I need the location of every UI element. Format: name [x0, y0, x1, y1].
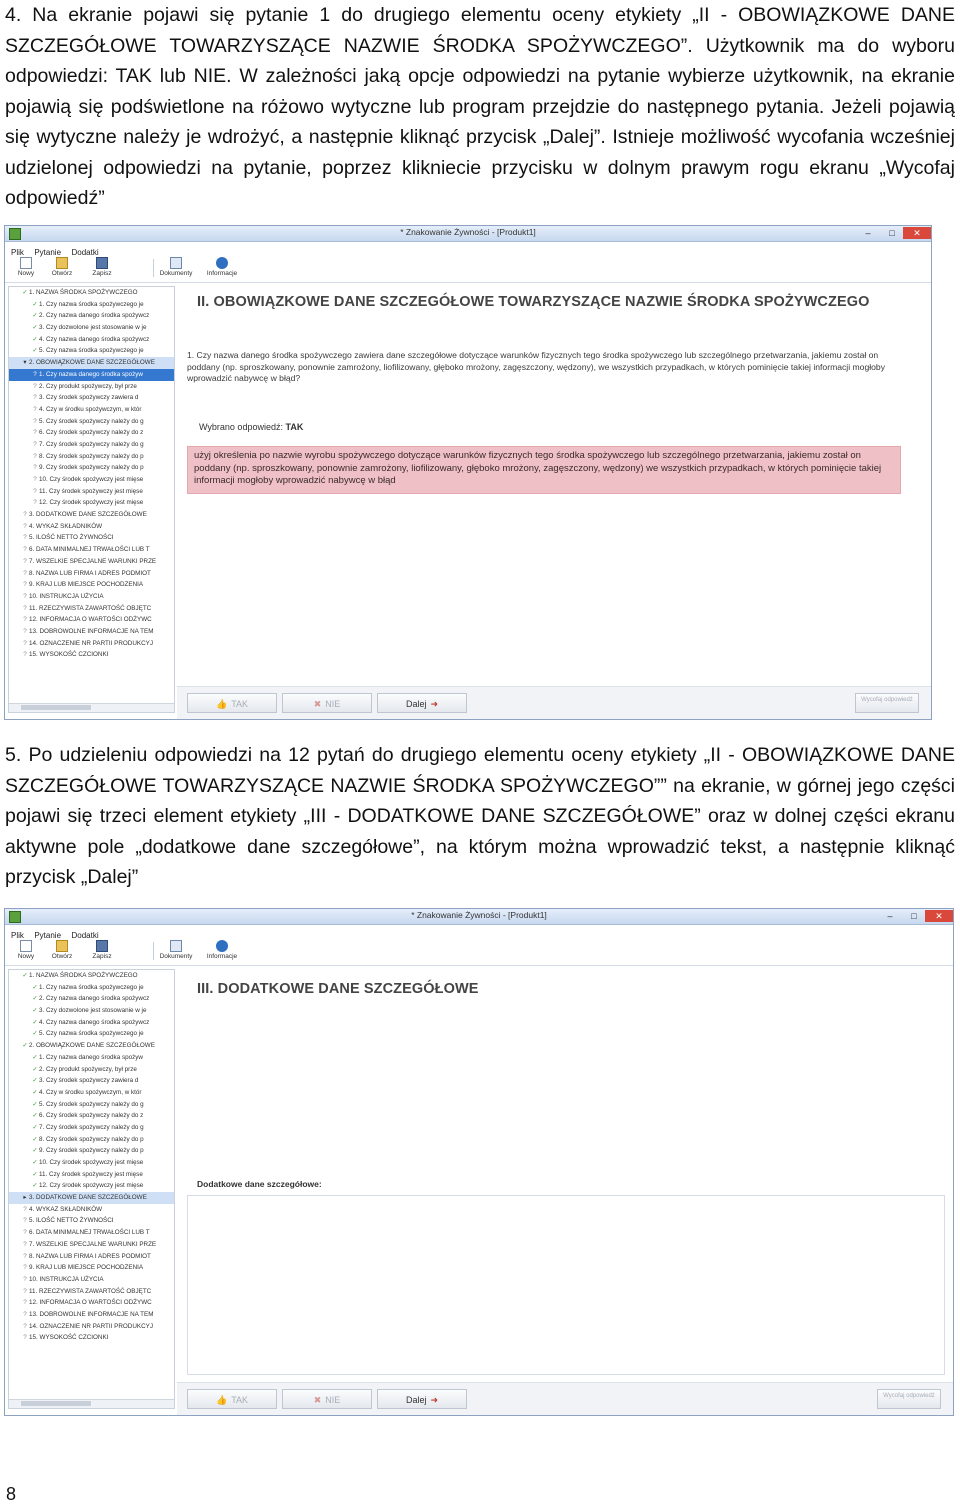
tree-item[interactable]: [9, 1087, 174, 1099]
tree-item-label: 15. WYSOKOŚĆ CZCIONKI: [29, 1334, 109, 1342]
tree-item[interactable]: [9, 451, 174, 463]
scroll-thumb[interactable]: [21, 705, 91, 710]
question-icon: ?: [23, 1322, 27, 1330]
details-label: Dodatkowe dane szczegółowe:: [197, 1179, 322, 1189]
section-heading: III. DODATKOWE DANE SZCZEGÓŁOWE: [197, 981, 479, 997]
question-icon: ?: [23, 522, 27, 530]
tree-item[interactable]: [9, 369, 174, 381]
check-icon: ✓: [32, 347, 38, 355]
tree-item[interactable]: [9, 345, 174, 357]
check-icon: ✓: [22, 972, 28, 979]
tree-item-label: 12. Czy środek spożywczy jest mięse: [39, 499, 144, 507]
check-icon: ✓: [22, 1042, 28, 1050]
tree-item[interactable]: [9, 1274, 174, 1286]
tree-item-label: 6. Czy środek spożywczy należy do z: [39, 429, 144, 437]
tree-item[interactable]: [9, 1262, 174, 1274]
question-icon: ?: [23, 651, 27, 659]
check-icon: ✓: [32, 983, 38, 991]
new-document-icon: [20, 940, 32, 952]
tree-item[interactable]: [9, 1040, 174, 1052]
tree-item-label: 7. Czy środek spożywczy należy do g: [39, 1123, 144, 1131]
tree-item-label: 2. Czy nazwa danego środka spożywcz: [39, 312, 150, 320]
check-icon: ✓: [32, 995, 38, 1003]
menu-bar: [5, 242, 931, 257]
documents-button[interactable]: Dokumenty: [159, 254, 193, 282]
tree-item-label: 12. Czy środek spożywczy jest mięse: [39, 1182, 144, 1190]
maximize-button[interactable]: □: [889, 228, 895, 238]
tree-item[interactable]: [9, 497, 174, 509]
check-icon: ✓: [32, 300, 38, 308]
tree-item[interactable]: [9, 1239, 174, 1251]
new-button[interactable]: Nowy: [9, 254, 43, 282]
tree-item-label: 9. KRAJ LUB MIEJSCE POCHODZENIA: [29, 1264, 144, 1272]
tree-item[interactable]: [9, 1110, 174, 1122]
tree-item[interactable]: [9, 579, 174, 591]
no-button[interactable]: ✖ NIE: [282, 1389, 372, 1409]
tree-item-label: 3. Czy dozwolone jest stosowanie w je: [39, 1007, 147, 1015]
yes-button[interactable]: 👍 TAK: [187, 693, 277, 713]
thumb-up-icon: 👍: [215, 699, 228, 709]
menu-dodatki[interactable]: Dodatki: [71, 931, 99, 940]
minimize-button[interactable]: –: [887, 911, 893, 921]
check-icon: ✓: [32, 1077, 38, 1085]
tree-item-label: 2. OBOWIĄZKOWE DANE SZCZEGÓŁOWE: [29, 1042, 155, 1050]
tree-item-label: 13. DOBROWOLNE INFORMACJE NA TEM: [29, 1310, 154, 1318]
question-icon: ?: [23, 639, 27, 647]
question-icon: ?: [33, 405, 37, 413]
tree-item-label: 9. Czy środek spożywczy należy do p: [39, 1147, 144, 1155]
toolbar-separator: [153, 942, 154, 960]
tree-item[interactable]: [9, 970, 174, 982]
app-window-details-screen: [4, 908, 954, 1416]
check-icon: ✓: [22, 289, 28, 296]
tree-item-label: 5. Czy nazwa środka spożywczego je: [39, 1030, 144, 1038]
question-icon: ?: [23, 511, 27, 519]
toolbar-separator: [153, 259, 154, 277]
tree-item[interactable]: [9, 392, 174, 404]
app-window-question-screen: [4, 225, 932, 720]
tree-item[interactable]: [9, 1157, 174, 1169]
question-tree[interactable]: [8, 969, 175, 1409]
tree-item-label: 4. WYKAZ SKŁADNIKÓW: [29, 522, 103, 530]
folder-icon: [56, 940, 68, 952]
info-icon: [216, 940, 228, 952]
tree-item-label: 11. RZECZYWISTA ZAWARTOŚĆ OBJĘTC: [29, 1287, 152, 1295]
tree-item-label: 7. WSZELKIE SPECJALNE WARUNKI PRZE: [29, 557, 157, 565]
check-icon: ✓: [32, 1170, 38, 1178]
undo-answer-button[interactable]: Wycofaj odpowiedź: [855, 693, 919, 713]
tree-item-label: 5. Czy nazwa środka spożywczego je: [39, 347, 144, 355]
tree-item-label: 2. Czy nazwa danego środka spożywcz: [39, 995, 150, 1003]
question-icon: ?: [33, 476, 37, 483]
tree-item-label: 3. Czy środek spożywczy zawiera d: [39, 394, 139, 402]
tree-item[interactable]: [9, 1321, 174, 1333]
question-icon: ?: [33, 464, 37, 472]
guideline-box: użyj określenia po nazwie wyrobu spożywczego dotyczące warunków fizycznych tego środka spożywczego lub szczególnego przetwarzania, jakiemu został on poddany (np. sproszkowany, ponownie zamrożony, liofilizowany, głęboko mrożony, zagęszczony, wędzony) we wszystkich przypadkach, w których pominięcie takiej informacji mogłoby wprowadzić nabywcę w błąd: [187, 446, 901, 494]
question-icon: ?: [23, 546, 27, 554]
check-icon: ✓: [32, 1100, 38, 1108]
tree-item[interactable]: [9, 1227, 174, 1239]
tree-item-label: 1. Czy nazwa danego środka spożyw: [39, 1053, 143, 1061]
main-panel: [177, 967, 953, 1415]
tree-item-label: 5. ILOŚĆ NETTO ŻYWNOŚCI: [29, 534, 114, 542]
tree-item-label: 15. WYSOKOŚĆ CZCIONKI: [29, 651, 109, 659]
tree-item[interactable]: [9, 474, 174, 486]
question-icon: ?: [23, 592, 27, 600]
question-icon: ?: [23, 569, 27, 577]
tree-item[interactable]: [9, 1064, 174, 1076]
check-icon: ✓: [32, 1007, 38, 1015]
tree-item-label: 5. Czy środek spożywczy należy do g: [39, 417, 144, 425]
tree-item-label: 9. Czy środek spożywczy należy do p: [39, 464, 144, 472]
menu-plik[interactable]: Plik: [11, 248, 24, 257]
question-icon: ?: [33, 417, 37, 425]
undo-answer-button[interactable]: Wycofaj odpowiedź: [877, 1389, 941, 1409]
tree-item-label: 12. INFORMACJA O WARTOŚCI ODŻYWC: [29, 616, 152, 624]
next-button[interactable]: Dalej ➜: [377, 1389, 467, 1409]
save-button[interactable]: Zapisz: [85, 937, 119, 965]
toolbar: [5, 254, 931, 283]
question-icon: ?: [23, 1275, 27, 1283]
tree-item[interactable]: [9, 1332, 174, 1344]
tree-item[interactable]: [9, 310, 174, 322]
tree-item-label: 14. OZNACZENIE NR PARTII PRODUKCYJ: [29, 1322, 153, 1330]
tree-item[interactable]: [9, 486, 174, 498]
question-icon: ?: [23, 604, 27, 612]
tree-item[interactable]: [9, 1052, 174, 1064]
question-icon: ?: [23, 1240, 27, 1248]
answer-footer: [177, 686, 931, 719]
tree-item[interactable]: [9, 626, 174, 638]
instruction-step-4: 4. Na ekranie pojawi się pytanie 1 do drugiego elementu oceny etykiety „II - OBOWIĄZKOWE DANE SZCZEGÓŁOWE TOWARZYSZĄCE NAZWIE ŚRODKA SPOŻYWCZEGO”. Użytkownik ma do wyboru odpowiedzi: TAK lub NIE. W zależności jaką opcje odpowiedzi na pytanie wybierze użytkownik, na ekranie pojawią się podświetlone na różowo wytyczne lub program przejdzie do następnego pytania. Jeżeli pojawią się wytyczne należy je wdrożyć, a następnie kliknąć przycisk „Dalej”. Istnieje możliwość wycofania wcześniej udzielonej odpowiedzi na pytanie, poprzez klikniecie przycisku w dolnym prawym rogu ekranu „Wycofaj odpowiedź”: [5, 4, 955, 209]
tree-item[interactable]: [9, 1134, 174, 1146]
question-icon: ?: [23, 1205, 27, 1213]
tree-item[interactable]: [9, 1099, 174, 1111]
tree-item-label: 6. Czy środek spożywczy należy do z: [39, 1112, 144, 1120]
info-button[interactable]: Informacje: [205, 254, 239, 282]
maximize-button[interactable]: □: [911, 911, 917, 921]
close-button[interactable]: ✕: [925, 910, 953, 922]
tree-item-label: 8. Czy środek spożywczy należy do p: [39, 1135, 144, 1143]
question-icon: ?: [23, 581, 27, 589]
question-icon: ?: [23, 1252, 27, 1260]
question-icon: ?: [23, 1287, 27, 1295]
new-button[interactable]: Nowy: [9, 937, 43, 965]
tree-item[interactable]: [9, 381, 174, 393]
tree-item-label: 2. OBOWIĄZKOWE DANE SZCZEGÓŁOWE: [29, 359, 155, 367]
tree-item[interactable]: [9, 982, 174, 994]
tree-item-label: 4. Czy nazwa danego środka spożywcz: [39, 1018, 150, 1026]
question-icon: ?: [23, 616, 27, 624]
question-icon: ?: [33, 440, 37, 448]
tree-item-label: 2. Czy produkt spożywczy, był prze: [39, 382, 137, 390]
arrow-right-icon: ➜: [430, 1395, 439, 1405]
tree-item[interactable]: [9, 1028, 174, 1040]
tree-item-label: 10. INSTRUKCJA UŻYCIA: [29, 592, 104, 600]
check-icon: ✓: [32, 1147, 38, 1155]
scroll-thumb[interactable]: [21, 1401, 91, 1406]
tree-item[interactable]: [9, 521, 174, 533]
question-tree[interactable]: [8, 286, 175, 713]
open-button[interactable]: Otwórz: [45, 937, 79, 965]
toolbar: [5, 937, 953, 966]
question-icon: ?: [23, 1299, 27, 1307]
tree-item-label: 2. Czy produkt spożywczy, był prze: [39, 1065, 137, 1073]
check-icon: ✓: [32, 1123, 38, 1131]
yes-button[interactable]: 👍 TAK: [187, 1389, 277, 1409]
tree-item[interactable]: [9, 1251, 174, 1263]
tree-item[interactable]: [9, 638, 174, 650]
question-text: 1. Czy nazwa danego środka spożywczego zawiera dane szczegółowe dotyczące warunków fizycznych tego środka spożywczego lub szczególnego przetwarzania, jakiemu został on poddany (np. sproszkowany, ponownie zamrożony, liofilizowany, głęboko mrożony, zagęszczony, wędzony), we wszystkich przypadkach, w których pominięcie takiej informacji mogłoby wprowadzić nabywcę w błąd?: [187, 350, 885, 383]
tree-item-label: 1. Czy nazwa środka spożywczego je: [39, 983, 144, 991]
tree-item[interactable]: [9, 1297, 174, 1309]
tree-item[interactable]: [9, 1180, 174, 1192]
tree-item-label: 1. NAZWA ŚRODKA SPOŻYWCZEGO: [29, 972, 138, 979]
tree-item-label: 11. Czy środek spożywczy jest mięse: [39, 487, 143, 495]
tree-item[interactable]: [9, 649, 174, 661]
menu-pytanie[interactable]: Pytanie: [34, 931, 62, 940]
menu-dodatki[interactable]: Dodatki: [71, 248, 99, 257]
tree-item[interactable]: [9, 1017, 174, 1029]
tree-item[interactable]: [9, 404, 174, 416]
tree-item-label: 3. DODATKOWE DANE SZCZEGÓŁOWE: [29, 1194, 147, 1202]
section-heading: II. OBOWIĄZKOWE DANE SZCZEGÓŁOWE TOWARZYSZĄCE NAZWIE ŚRODKA SPOŻYWCZEGO: [197, 294, 870, 310]
main-panel: [177, 284, 931, 719]
tree-item[interactable]: [9, 568, 174, 580]
tree-item[interactable]: [9, 287, 174, 299]
tree-item-label: 4. Czy nazwa danego środka spożywcz: [39, 335, 150, 343]
tree-item-label: 5. Czy środek spożywczy należy do g: [39, 1100, 144, 1108]
question-icon: ?: [33, 394, 37, 402]
tree-item[interactable]: [9, 1192, 174, 1204]
close-button[interactable]: ✕: [903, 227, 931, 239]
tree-item[interactable]: [9, 1122, 174, 1134]
tree-item-label: 10. INSTRUKCJA UŻYCIA: [29, 1275, 104, 1283]
tree-item-label: 9. KRAJ LUB MIEJSCE POCHODZENIA: [29, 581, 144, 589]
tree-scrollbar[interactable]: [9, 1399, 174, 1408]
tree-item[interactable]: [9, 1309, 174, 1321]
tree-item-label: 14. OZNACZENIE NR PARTII PRODUKCYJ: [29, 639, 153, 647]
minimize-button[interactable]: –: [865, 228, 871, 238]
tree-item[interactable]: [9, 357, 174, 369]
tree-item-label: 3. Czy środek spożywczy zawiera d: [39, 1077, 139, 1085]
tree-item-label: 6. DATA MINIMALNEJ TRWAŁOŚCI LUB T: [29, 546, 150, 554]
window-titlebar: [5, 909, 953, 925]
answer-footer: [177, 1382, 953, 1415]
window-title: * Znakowanie Żywności - [Produkt1]: [411, 910, 547, 920]
tree-item-label: 4. WYKAZ SKŁADNIKÓW: [29, 1205, 103, 1213]
menu-plik[interactable]: Plik: [11, 931, 24, 940]
tree-item[interactable]: [9, 299, 174, 311]
tree-item-label: 7. Czy środek spożywczy należy do g: [39, 440, 144, 448]
question-icon: ?: [23, 1217, 27, 1225]
tree-item-label: 10. Czy środek spożywczy jest mięse: [39, 1159, 144, 1166]
tree-item[interactable]: [9, 1005, 174, 1017]
next-button[interactable]: Dalej ➜: [377, 693, 467, 713]
check-icon: ✓: [32, 1182, 38, 1190]
expand-icon: ▸: [23, 1194, 27, 1202]
tree-item[interactable]: [9, 439, 174, 451]
tree-item-label: 1. Czy nazwa środka spożywczego je: [39, 300, 144, 308]
tree-item-label: 8. NAZWA LUB FIRMA I ADRES PODMIOT: [29, 1252, 151, 1260]
open-button[interactable]: Otwórz: [45, 254, 79, 282]
thumb-up-icon: 👍: [215, 1395, 228, 1405]
tree-item-label: 1. NAZWA ŚRODKA SPOŻYWCZEGO: [29, 289, 138, 296]
question-icon: ?: [23, 1310, 27, 1318]
question-icon: ?: [33, 487, 37, 495]
new-document-icon: [20, 257, 32, 269]
arrow-right-icon: ➜: [430, 699, 439, 709]
question-icon: ?: [23, 534, 27, 542]
check-icon: ✓: [32, 324, 38, 332]
save-icon: [96, 940, 108, 952]
check-icon: ✓: [32, 1065, 38, 1073]
check-icon: ✓: [32, 1159, 38, 1166]
instruction-step-5: 5. Po udzieleniu odpowiedzi na 12 pytań do drugiego elementu oceny etykiety „II - OBOWIĄZKOWE DANE SZCZEGÓŁOWE TOWARZYSZĄCE NAZWIE ŚRODKA SPOŻYWCZEGO”” na ekranie, w górnej jego części pojawi się trzeci element etykiety „III - DODATKOWE DANE SZCZEGÓŁOWE” oraz w dolnej części ekranu aktywne pole „dodatkowe dane szczegółowe”, na którym można wprowadzić tekst, a następnie kliknąć przycisk „Dalej”: [5, 744, 955, 888]
question-icon: ?: [33, 370, 37, 378]
save-icon: [96, 257, 108, 269]
tree-item-label: 3. DODATKOWE DANE SZCZEGÓŁOWE: [29, 511, 147, 519]
documents-icon: [170, 257, 182, 269]
question-icon: ?: [33, 452, 37, 460]
tree-item-label: 12. INFORMACJA O WARTOŚCI ODŻYWC: [29, 1299, 152, 1307]
question-icon: ?: [23, 627, 27, 635]
tree-item-label: 1. Czy nazwa danego środka spożyw: [39, 370, 143, 378]
check-icon: ✓: [32, 335, 38, 343]
tree-item[interactable]: [9, 334, 174, 346]
menu-bar: [5, 925, 953, 940]
check-icon: ✓: [32, 1053, 38, 1061]
tree-item[interactable]: [9, 1075, 174, 1087]
cross-icon: ✖: [313, 1395, 322, 1405]
documents-button[interactable]: Dokumenty: [159, 937, 193, 965]
tree-item[interactable]: [9, 1215, 174, 1227]
tree-item-label: 11. Czy środek spożywczy jest mięse: [39, 1170, 143, 1178]
page-number: 8: [6, 1484, 17, 1504]
tree-item[interactable]: [9, 544, 174, 556]
tree-item[interactable]: [9, 427, 174, 439]
folder-icon: [56, 257, 68, 269]
tree-item[interactable]: [9, 1204, 174, 1216]
chosen-answer: Wybrano odpowiedź: TAK: [199, 422, 304, 432]
expand-icon: ▾: [23, 359, 27, 367]
tree-item-label: 4. Czy w środku spożywczym, w któr: [39, 1088, 142, 1096]
info-button[interactable]: Informacje: [205, 937, 239, 965]
question-icon: ?: [33, 382, 37, 390]
tree-item[interactable]: [9, 993, 174, 1005]
question-icon: ?: [33, 429, 37, 437]
check-icon: ✓: [32, 1135, 38, 1143]
menu-pytanie[interactable]: Pytanie: [34, 248, 62, 257]
tree-item-label: 10. Czy środek spożywczy jest mięse: [39, 476, 144, 483]
tree-item-label: 8. Czy środek spożywczy należy do p: [39, 452, 144, 460]
tree-item-label: 6. DATA MINIMALNEJ TRWAŁOŚCI LUB T: [29, 1229, 150, 1237]
window-titlebar: [5, 226, 931, 242]
save-button[interactable]: Zapisz: [85, 254, 119, 282]
window-title: * Znakowanie Żywności - [Produkt1]: [400, 227, 536, 237]
details-textarea[interactable]: [187, 1195, 945, 1375]
tree-item-label: 3. Czy dozwolone jest stosowanie w je: [39, 324, 147, 332]
tree-item[interactable]: [9, 556, 174, 568]
tree-item[interactable]: [9, 532, 174, 544]
tree-item[interactable]: [9, 462, 174, 474]
tree-item-label: 11. RZECZYWISTA ZAWARTOŚĆ OBJĘTC: [29, 604, 152, 612]
question-icon: ?: [23, 1229, 27, 1237]
tree-item-label: 13. DOBROWOLNE INFORMACJE NA TEM: [29, 627, 154, 635]
question-icon: ?: [23, 1334, 27, 1342]
question-icon: ?: [23, 557, 27, 565]
tree-item[interactable]: [9, 591, 174, 603]
tree-item-label: 7. WSZELKIE SPECJALNE WARUNKI PRZE: [29, 1240, 157, 1248]
chosen-answer-value: TAK: [285, 422, 304, 432]
question-icon: ?: [33, 499, 37, 507]
check-icon: ✓: [32, 1088, 38, 1096]
check-icon: ✓: [32, 312, 38, 320]
tree-item-label: 8. NAZWA LUB FIRMA I ADRES PODMIOT: [29, 569, 151, 577]
info-icon: [216, 257, 228, 269]
check-icon: ✓: [32, 1112, 38, 1120]
documents-icon: [170, 940, 182, 952]
tree-item[interactable]: [9, 1286, 174, 1298]
check-icon: ✓: [32, 1030, 38, 1038]
check-icon: ✓: [32, 1018, 38, 1026]
tree-item[interactable]: [9, 322, 174, 334]
no-button[interactable]: ✖ NIE: [282, 693, 372, 713]
tree-item[interactable]: [9, 603, 174, 615]
question-icon: ?: [23, 1264, 27, 1272]
tree-item[interactable]: [9, 1145, 174, 1157]
tree-item[interactable]: [9, 416, 174, 428]
tree-item-label: 5. ILOŚĆ NETTO ŻYWNOŚCI: [29, 1217, 114, 1225]
tree-item-label: 4. Czy w środku spożywczym, w któr: [39, 405, 142, 413]
tree-item[interactable]: [9, 509, 174, 521]
tree-item[interactable]: [9, 1169, 174, 1181]
tree-item[interactable]: [9, 614, 174, 626]
cross-icon: ✖: [313, 699, 322, 709]
tree-scrollbar[interactable]: [9, 703, 174, 712]
